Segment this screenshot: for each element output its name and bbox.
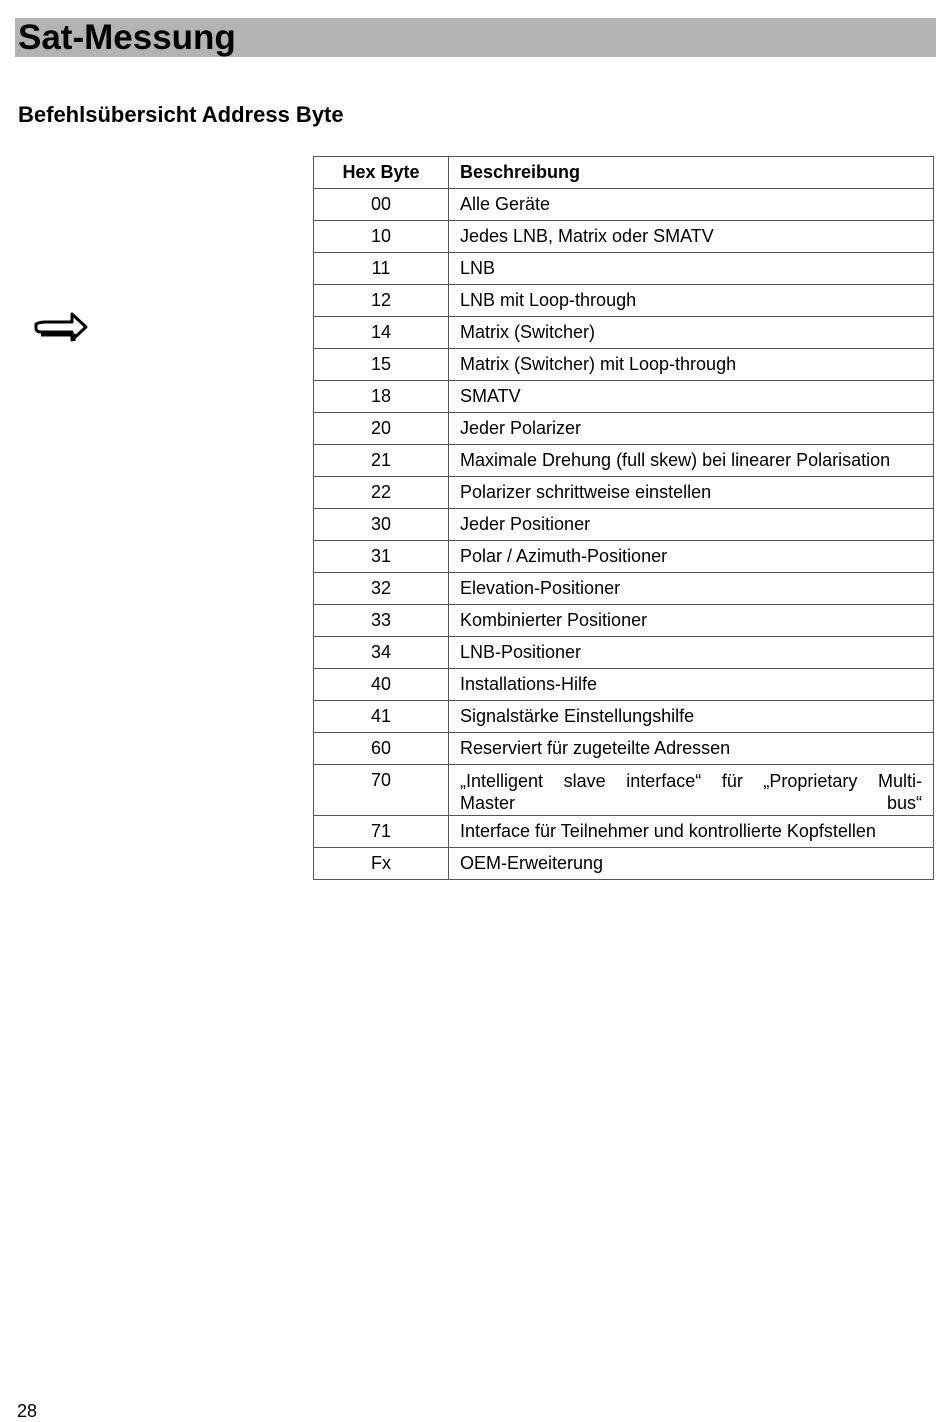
hex-cell: 60 xyxy=(314,733,449,765)
hex-cell: 30 xyxy=(314,509,449,541)
table-row xyxy=(314,669,934,701)
description-cell: Interface für Teilnehmer und kontrollierte Kopfstellen xyxy=(449,816,934,848)
table-row xyxy=(314,477,934,509)
hex-cell: 41 xyxy=(314,701,449,733)
table-row xyxy=(314,317,934,349)
description-cell: Matrix (Switcher) xyxy=(449,317,934,349)
hex-cell: 00 xyxy=(314,189,449,221)
table-row xyxy=(314,733,934,765)
section-title: Befehlsübersicht Address Byte xyxy=(18,102,344,127)
column-header-description: Beschreibung xyxy=(449,157,934,189)
table-row xyxy=(314,349,934,381)
description-cell: Jeder Positioner xyxy=(449,509,934,541)
table-row xyxy=(314,189,934,221)
address-byte-table xyxy=(313,156,934,880)
hex-cell: 31 xyxy=(314,541,449,573)
table-row xyxy=(314,605,934,637)
page-title: Sat-Messung xyxy=(18,18,236,57)
description-cell: Signalstärke Einstellungshilfe xyxy=(449,701,934,733)
hex-cell: 10 xyxy=(314,221,449,253)
description-cell: Polar / Azimuth-Positioner xyxy=(449,541,934,573)
hex-cell: 71 xyxy=(314,816,449,848)
table-row xyxy=(314,573,934,605)
hex-cell: 15 xyxy=(314,349,449,381)
table-row xyxy=(314,253,934,285)
hex-cell: 70 xyxy=(314,765,449,816)
table-row xyxy=(314,816,934,848)
hex-cell: 20 xyxy=(314,413,449,445)
description-cell: LNB mit Loop-through xyxy=(449,285,934,317)
table-row xyxy=(314,285,934,317)
description-cell: SMATV xyxy=(449,381,934,413)
page-number: 28 xyxy=(17,1401,38,1421)
description-cell: Matrix (Switcher) mit Loop-through xyxy=(449,349,934,381)
table-row xyxy=(314,221,934,253)
hex-cell: 22 xyxy=(314,477,449,509)
table-row xyxy=(314,848,934,880)
table-row xyxy=(314,765,934,816)
description-cell: Elevation-Positioner xyxy=(449,573,934,605)
table-row xyxy=(314,509,934,541)
description-cell xyxy=(449,765,934,816)
description-cell: Alle Geräte xyxy=(449,189,934,221)
description-cell: Maximale Drehung (full skew) bei linearer Polarisation xyxy=(449,445,934,477)
hex-cell: 34 xyxy=(314,637,449,669)
description-cell: Jedes LNB, Matrix oder SMATV xyxy=(449,221,934,253)
description-line-2: Master bus“ xyxy=(460,793,922,813)
description-line-1: „Intelligent slave interface“ für „Proprietary Multi- xyxy=(460,771,922,791)
column-header-hex: Hex Byte xyxy=(314,157,449,189)
description-cell: Installations-Hilfe xyxy=(449,669,934,701)
description-cell: Reserviert für zugeteilte Adressen xyxy=(449,733,934,765)
right-hook-arrow-icon xyxy=(34,311,88,343)
description-cell: Polarizer schrittweise einstellen xyxy=(449,477,934,509)
description-cell: Jeder Polarizer xyxy=(449,413,934,445)
table-header-row xyxy=(314,157,934,189)
hex-cell: 18 xyxy=(314,381,449,413)
table-row xyxy=(314,445,934,477)
description-cell: Kombinierter Positioner xyxy=(449,605,934,637)
hex-cell: 33 xyxy=(314,605,449,637)
table-row xyxy=(314,413,934,445)
hex-cell: 11 xyxy=(314,253,449,285)
hex-cell: 14 xyxy=(314,317,449,349)
hex-cell: 21 xyxy=(314,445,449,477)
table-row xyxy=(314,637,934,669)
table-row xyxy=(314,541,934,573)
description-cell: LNB xyxy=(449,253,934,285)
table-row xyxy=(314,381,934,413)
header-bar xyxy=(15,18,936,57)
description-cell: LNB-Positioner xyxy=(449,637,934,669)
table-row xyxy=(314,701,934,733)
hex-cell: 12 xyxy=(314,285,449,317)
description-cell: OEM-Erweiterung xyxy=(449,848,934,880)
hex-cell: Fx xyxy=(314,848,449,880)
hex-cell: 32 xyxy=(314,573,449,605)
hex-cell: 40 xyxy=(314,669,449,701)
